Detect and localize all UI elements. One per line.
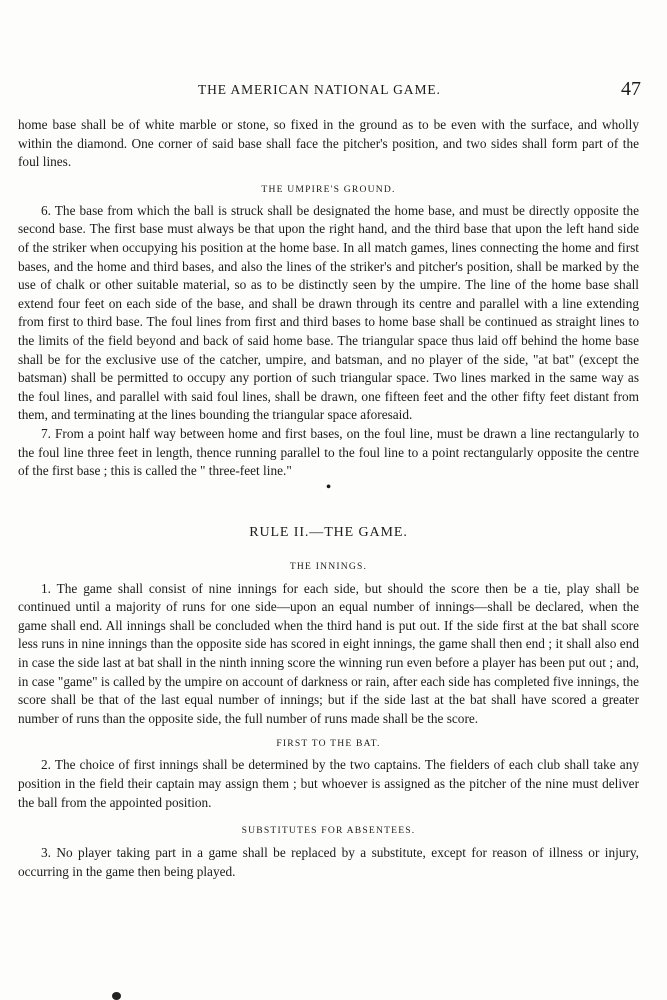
paragraph-3: 3. No player taking part in a game shall be replaced by a substitute, except for reason of illness or injury, occurring in the game then being played.: [18, 845, 639, 879]
first-to-bat-heading: FIRST TO THE BAT.: [276, 738, 381, 750]
body-text: [18, 116, 639, 881]
continued-paragraph: home base shall be of white marble or stone, so fixed in the ground as to be even with the surface, and wholly within the diamond. One corner of said base shall face the pitcher's position, and two sides shall form part of the foul lines.: [18, 117, 639, 170]
innings-heading: THE INNINGS.: [289, 560, 368, 572]
running-head: [0, 78, 667, 104]
paragraph-1: 1. The game shall consist of nine innings for each side, but should the score then be a tie, play shall be continued until a majority of runs for one side—upon an equal number of innings—shall be declared, when the game shall end. All innings shall be concluded when the third hand is put out. If the side first at the bat shall score less runs in nine innings than the opposite side has scored in eight innings, the game shall then end ; it shall also end in case the side last at bat shall in the ninth inning score the winning run even before a player has been put out ; and, in case "game" is called by the umpire on account of darkness or rain, after each side has completed five innings, the score shall be that of the last equal number of innings; but if the side last at the bat shall have scored a greater number of runs than the opposite side, the full number of runs made shall be the score.: [18, 580, 639, 726]
page-number: 47: [621, 78, 641, 100]
running-title: THE AMERICAN NATIONAL GAME.: [198, 82, 441, 97]
paragraph-2: 2. The choice of first innings shall be determined by the two captains. The fielders of each club shall take any position in the field their captain may assign them ; but whoever is assigned as the pitcher of the nine must deliver the ball from the appointed position.: [18, 757, 639, 810]
umpires-ground-heading: THE UMPIRE'S GROUND.: [261, 183, 396, 195]
rule-ii-heading: RULE II.—THE GAME.: [249, 524, 408, 540]
ink-speck: [112, 992, 121, 1000]
separator-dot: •: [325, 478, 332, 496]
paragraph-6: 6. The base from which the ball is struck shall be designated the home base, and must be directly opposite the second base. The first base must always be that upon the right hand, and the third base that upon the left hand side of the striker when occupying his position at the home base. In all match games, lines connecting the home and first bases, and the home and third bases, and also the lines of the striker's and pitcher's position, shall be marked by the use of chalk or other suitable material, so as to be distinctly seen by the umpire. The line of the home base shall extend four feet on each side of the base, and shall be drawn through its centre and parallel with a line extending from first to third base. The foul lines from first and third bases to home base shall be continued as straight lines to the limits of the field beyond and back of said home base. The triangular space thus laid off behind the home base shall be for the exclusive use of the catcher, umpire, and batsman, and no player of the side, "at bat" (except the batsman) shall be permitted to occupy any portion of such triangular space. Two lines marked in the same way as the foul lines, and parallel with said foul lines, shall be drawn, one fifteen feet and the other fifty feet distant from them, and terminating at the lines bounding the triangular space aforesaid.: [18, 202, 639, 423]
substitutes-heading: SUBSTITUTES FOR ABSENTEES.: [241, 825, 416, 837]
paragraph-7: 7. From a point half way between home and first bases, on the foul line, must be drawn a line rectangularly to the foul line three feet in length, thence running parallel to the foul line to a point rectangularly opposite the centre of the first base ; this is called the " three-feet line.": [18, 425, 639, 479]
